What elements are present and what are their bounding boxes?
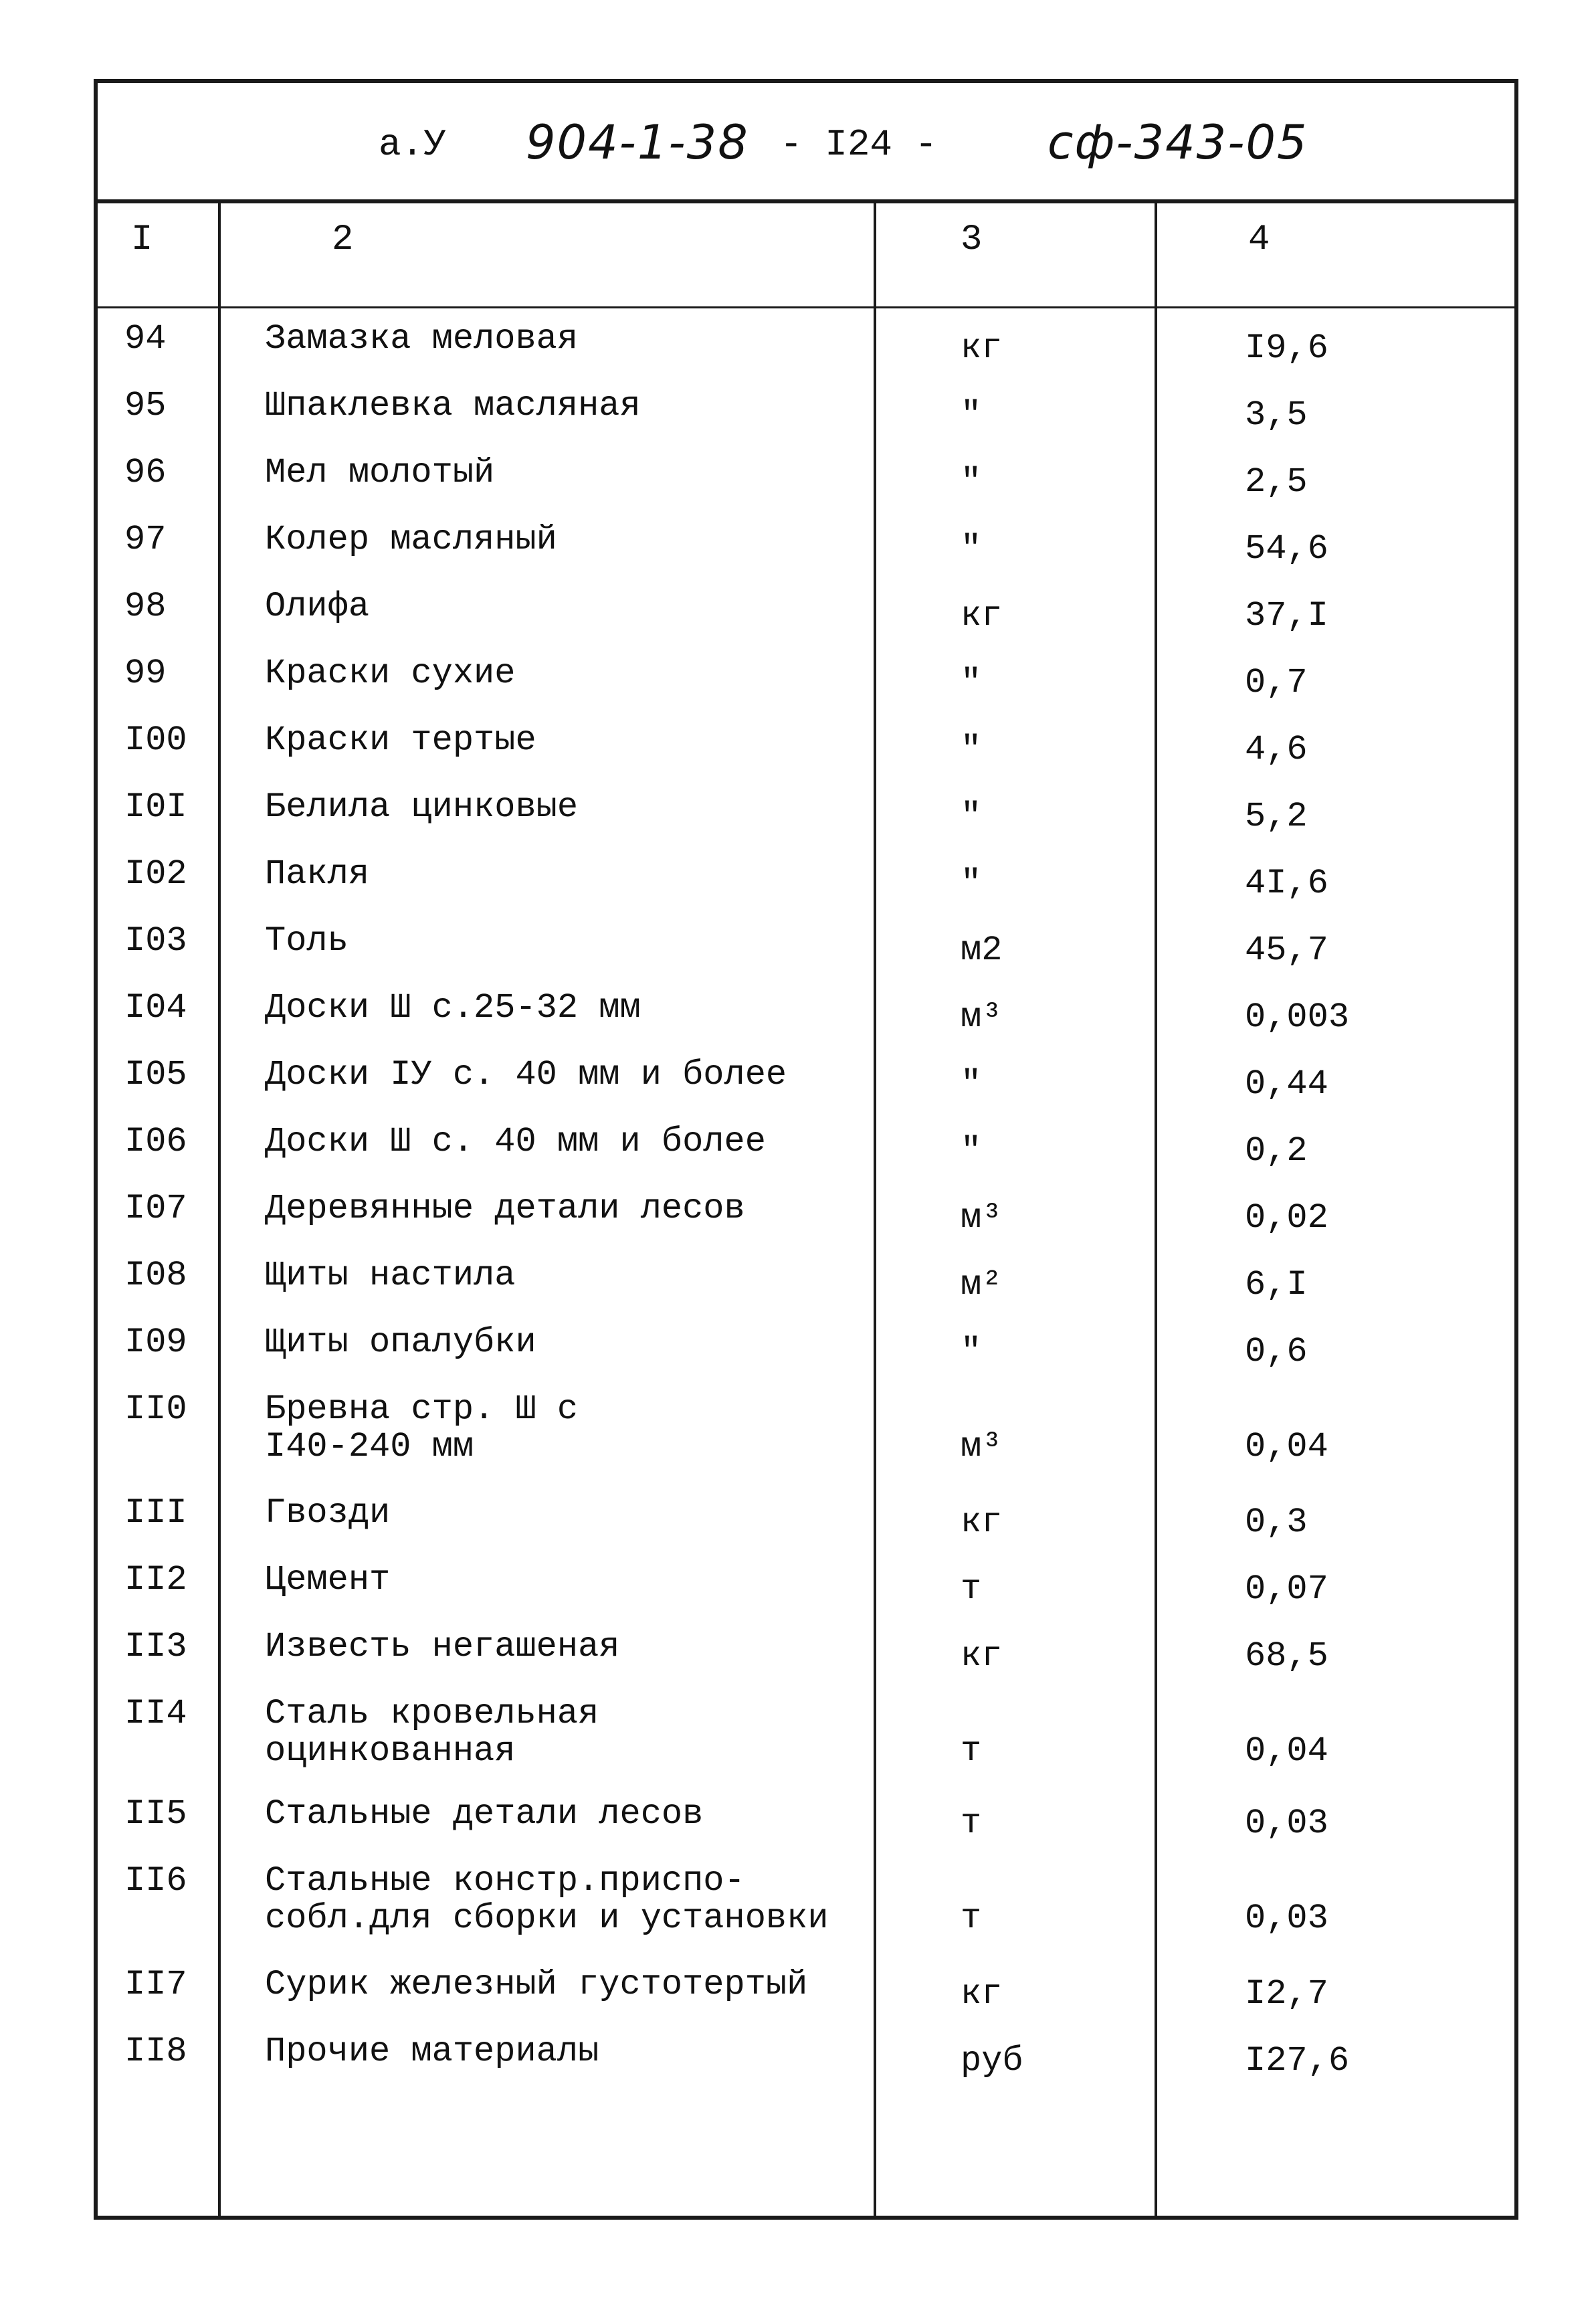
quantity: 0,02 [1245,1198,1328,1238]
unit: т [961,1569,982,1609]
material-name: Щиты настила [265,1256,516,1295]
unit: кг [961,1503,1003,1542]
unit: кг [961,328,1003,368]
row-number: I02 [124,854,187,894]
material-name: Известь негашеная [265,1627,620,1666]
row-number: I0I [124,787,187,827]
unit: " [961,797,982,836]
row-number: 94 [124,319,167,359]
material-name: Доски Ш с.25-32 мм [265,988,641,1028]
unit: " [961,395,982,435]
material-name: Доски IУ с. 40 мм и более [265,1055,787,1094]
quantity: 0,2 [1245,1131,1308,1171]
quantity: I9,6 [1245,328,1328,368]
document-header [98,83,1514,203]
quantity: 6,I [1245,1265,1308,1305]
material-name: Стальные констр.приспо- собл.для сборки и установки [265,1861,829,1938]
unit: " [961,529,982,569]
row-number: 97 [124,520,167,559]
unit: кг [961,596,1003,636]
row-number: II2 [124,1560,187,1600]
quantity: 0,04 [1245,1427,1328,1466]
material-name: Шпаклевка масляная [265,386,641,425]
row-number: III [124,1493,187,1533]
column-divider-3 [1155,203,1157,2216]
material-name: Сталь кровельная оцинкованная [265,1694,599,1771]
quantity: 37,I [1245,596,1328,636]
unit: " [961,1064,982,1104]
quantity: 4,6 [1245,730,1308,769]
quantity: 0,3 [1245,1503,1308,1542]
quantity: 5,2 [1245,797,1308,836]
row-number: I06 [124,1122,187,1161]
row-number: II6 [124,1861,187,1901]
unit: кг [961,1974,1003,2014]
row-number: II4 [124,1694,187,1733]
row-number: I08 [124,1256,187,1295]
unit: м² [961,1265,1003,1305]
quantity: 0,6 [1245,1332,1308,1371]
material-name: Сурик железный густотертый [265,1965,808,2004]
material-name: Замазка меловая [265,319,579,359]
material-name: Краски тертые [265,720,536,760]
quantity: 0,003 [1245,997,1350,1037]
quantity: 45,7 [1245,931,1328,970]
quantity: 0,44 [1245,1064,1328,1104]
material-name: Мел молотый [265,453,495,492]
header-prefix: а.У [379,123,446,166]
row-number: II7 [124,1965,187,2004]
document-frame [94,79,1518,2220]
column-header-divider [98,306,1514,308]
material-name: Олифа [265,587,370,626]
unit: " [961,462,982,502]
row-number: I04 [124,988,187,1028]
column-divider-2 [874,203,876,2216]
material-name: Доски Ш с. 40 мм и более [265,1122,766,1161]
quantity: 54,6 [1245,529,1328,569]
quantity: I2,7 [1245,1974,1328,2014]
unit: " [961,730,982,769]
column-header-3: 3 [961,219,983,260]
column-header-2: 2 [332,219,354,260]
row-number: II8 [124,2032,187,2071]
row-number: II5 [124,1794,187,1834]
material-name: Краски сухие [265,654,516,693]
row-number: I03 [124,921,187,961]
unit: " [961,864,982,903]
unit: " [961,663,982,702]
row-number: 99 [124,654,167,693]
column-header-4: 4 [1248,219,1270,260]
material-name: Стальные детали лесов [265,1794,704,1834]
quantity: 2,5 [1245,462,1308,502]
row-number: II0 [124,1389,187,1429]
unit: м³ [961,1198,1003,1238]
row-number: 96 [124,453,167,492]
quantity: 0,03 [1245,1899,1328,1938]
material-name: Пакля [265,854,370,894]
unit: т [961,1899,982,1938]
row-number: II3 [124,1627,187,1666]
quantity: 68,5 [1245,1636,1328,1676]
quantity: 4I,6 [1245,864,1328,903]
unit: руб [961,2041,1023,2081]
unit: т [961,1731,982,1771]
material-name: Прочие материалы [265,2032,599,2071]
unit: " [961,1332,982,1371]
row-number: I09 [124,1323,187,1362]
row-number: I00 [124,720,187,760]
quantity: I27,6 [1245,2041,1350,2081]
unit: м³ [961,1427,1003,1466]
quantity: 0,07 [1245,1569,1328,1609]
header-page-number: - I24 - [780,123,938,166]
row-number: I07 [124,1189,187,1228]
quantity: 3,5 [1245,395,1308,435]
material-name: Колер масляный [265,520,557,559]
row-number: 98 [124,587,167,626]
unit: м2 [961,931,1003,970]
material-name: Деревянные детали лесов [265,1189,745,1228]
material-name: Щиты опалубки [265,1323,536,1362]
material-name: Бревна стр. Ш с I40-240 мм [265,1389,579,1466]
unit: " [961,1131,982,1171]
column-divider-1 [218,203,221,2216]
quantity: 0,03 [1245,1804,1328,1843]
row-number: I05 [124,1055,187,1094]
unit: т [961,1804,982,1843]
header-doc-number: 904-1-38 [526,115,749,170]
column-header-1: I [131,219,153,260]
material-name: Гвозди [265,1493,391,1533]
unit: кг [961,1636,1003,1676]
material-name: Толь [265,921,348,961]
row-number: 95 [124,386,167,425]
header-code: сф-343-05 [1048,115,1308,170]
quantity: 0,04 [1245,1731,1328,1771]
material-name: Белила цинковые [265,787,579,827]
material-name: Цемент [265,1560,391,1600]
unit: м³ [961,997,1003,1037]
quantity: 0,7 [1245,663,1308,702]
